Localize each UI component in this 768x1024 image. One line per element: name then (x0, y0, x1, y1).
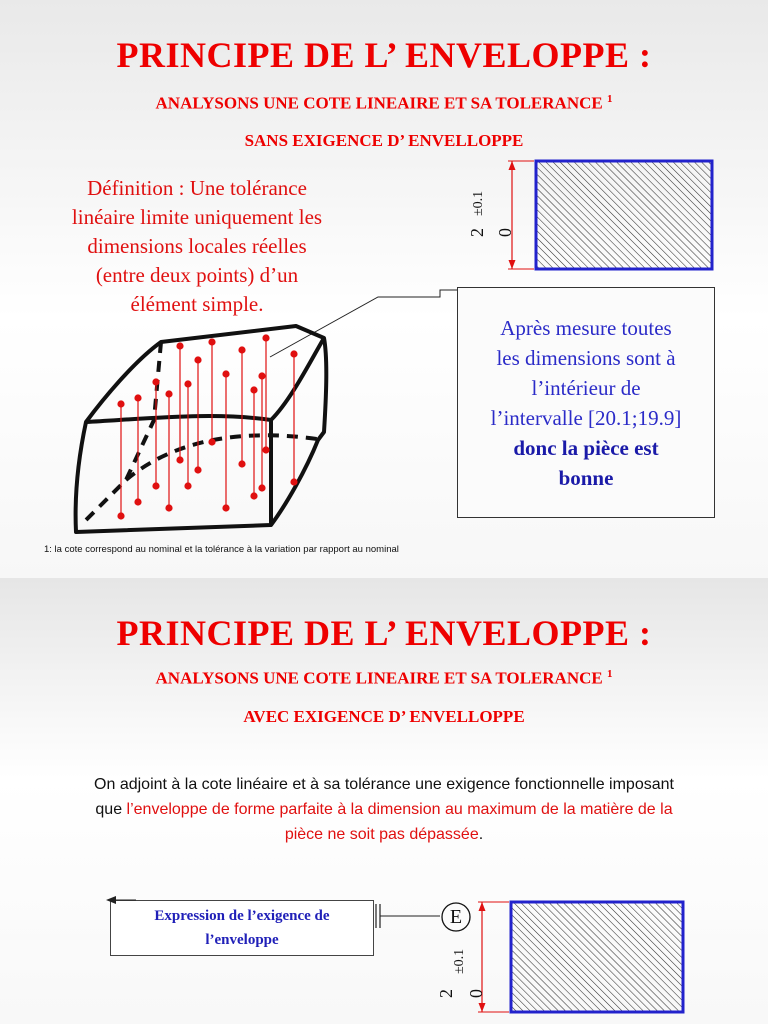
dimension-nominal-2: 2 (436, 989, 456, 998)
definition-line: Définition : Une tolérance (87, 176, 307, 200)
dimension-tol-lower-2: 0 (466, 989, 486, 998)
arrow-down-icon (479, 1003, 486, 1012)
dimension-tol-upper-2: ±0.1 (452, 948, 467, 974)
paragraph-highlight: l’enveloppe de forme parfaite à la dimension au maximum de la matière de la (126, 801, 673, 818)
footnote-marker: 1 (606, 668, 613, 680)
hatched-part-drawing (490, 156, 720, 276)
paragraph-line (20, 797, 748, 822)
arrow-up-icon (509, 161, 516, 170)
info-line: Après mesure toutes (500, 316, 672, 340)
info-conclusion: donc la pièce est (513, 436, 659, 460)
paragraph-highlight-2: pièce ne soit pas dépassée (284, 826, 479, 843)
slide-1-subtitle (0, 93, 768, 114)
slide-1-subtitle-2: SANS EXIGENCE D’ ENVELLOPPE (244, 131, 524, 150)
definition-line: dimensions locales réelles (87, 234, 307, 258)
footnote: 1: la cote correspond au nominal et la tolérance à la variation par rapport au nominal (44, 544, 399, 555)
definition-line: linéaire limite uniquement les (71, 205, 323, 229)
arrow-down-icon (509, 260, 516, 269)
envelope-symbol: E (449, 906, 463, 928)
slide-2-title: PRINCIPE DE L’ ENVELOPPE : (116, 613, 652, 653)
info-line: l’intérieur de (531, 376, 641, 400)
footnote-marker: 1 (606, 93, 613, 105)
slide-2 (0, 578, 768, 1024)
envelope-paragraph (20, 772, 748, 847)
envelope-callout (106, 892, 446, 1016)
paragraph-suffix: . (478, 826, 484, 843)
arrow-up-icon (479, 902, 486, 911)
info-box (457, 287, 715, 518)
definition-line: élément simple. (130, 292, 264, 316)
definition-line: (entre deux points) d’un (95, 263, 299, 287)
info-conclusion: bonne (558, 466, 614, 490)
block-front-edge (86, 416, 271, 525)
slide-2-subtitle (0, 668, 768, 689)
block-top-edge (271, 338, 324, 420)
expression-line: Expression de l’exigence de (154, 908, 330, 924)
block-outline (76, 326, 327, 532)
slide-2-subtitle-2: AVEC EXIGENCE D’ ENVELLOPPE (243, 707, 525, 726)
info-line: l’intervalle [20.1;19.9] (490, 406, 682, 430)
part-section-2 (511, 902, 683, 1012)
hatched-part-drawing-2 (436, 896, 696, 1020)
paragraph-line: On adjoint à la cote linéaire et à sa tolérance une exigence fonctionnelle imposant (94, 776, 674, 793)
expression-line: l’enveloppe (205, 932, 279, 948)
paragraph-prefix: que (95, 801, 127, 818)
paragraph-line (20, 822, 748, 847)
part-3d-drawing (66, 320, 366, 540)
part-section (536, 161, 712, 269)
info-line: les dimensions sont à (496, 346, 676, 370)
dimension-tol-lower: 0 (495, 228, 515, 237)
slide-1-title: PRINCIPE DE L’ ENVELOPPE : (116, 35, 652, 75)
slide-1-subtitle-text: ANALYSONS UNE COTE LINEAIRE ET SA TOLERANCE (155, 93, 603, 113)
arrow-left-icon (106, 896, 116, 904)
slide-2-subtitle-text: ANALYSONS UNE COTE LINEAIRE ET SA TOLERANCE (155, 668, 603, 688)
dimension-nominal: 2 (467, 228, 487, 237)
dimension-tol-upper: ±0.1 (471, 190, 486, 216)
